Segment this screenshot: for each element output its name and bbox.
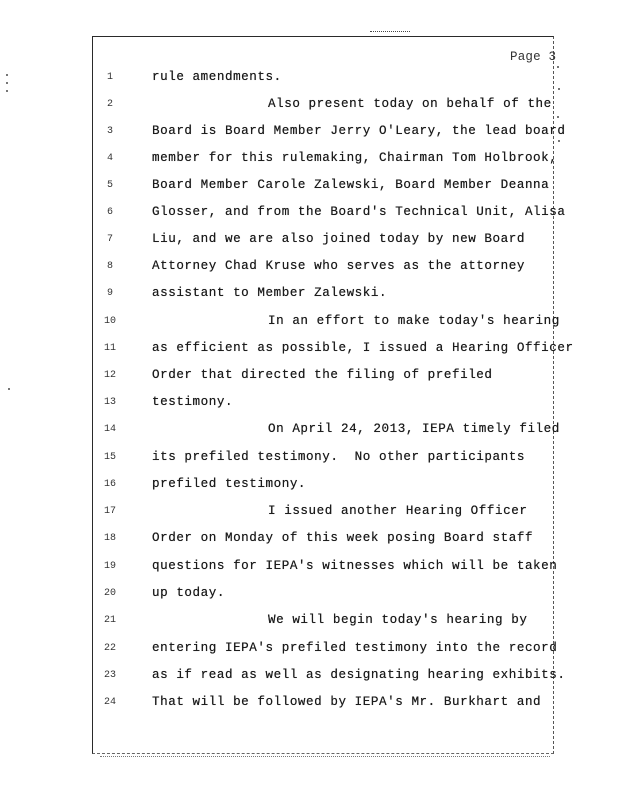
line-number: 11 [103, 343, 116, 354]
transcript-line: entering IEPA's prefiled testimony into the record [152, 641, 558, 655]
transcript-line: member for this rulemaking, Chairman Tom Holbrook, [152, 151, 558, 165]
line-number: 14 [103, 424, 116, 435]
transcript-line: Liu, and we are also joined today by new Board [152, 232, 525, 246]
transcript-line: Order on Monday of this week posing Board staff [152, 531, 534, 545]
transcript-line: Order that directed the filing of prefiled [152, 368, 493, 382]
transcript-line: as if read as well as designating hearing exhibits. [152, 668, 566, 682]
transcript-line: up today. [152, 586, 225, 600]
line-number: 24 [103, 697, 116, 708]
bottom-scan-marks [100, 756, 550, 761]
transcript-line: rule amendments. [152, 70, 282, 84]
transcript-line: Also present today on behalf of the [268, 97, 552, 111]
line-number: 20 [103, 588, 116, 599]
line-number: 17 [103, 506, 116, 517]
line-number: 15 [103, 452, 116, 463]
transcript-line: On April 24, 2013, IEPA timely filed [268, 422, 560, 436]
page-number-label: Page 3 [510, 50, 557, 64]
line-number: 16 [103, 479, 116, 490]
transcript-line: That will be followed by IEPA's Mr. Burkhart and [152, 695, 542, 709]
line-number: 6 [106, 207, 113, 218]
transcript-line: We will begin today's hearing by [268, 613, 528, 627]
line-number: 22 [103, 643, 116, 654]
transcript-line: Board Member Carole Zalewski, Board Member Deanna [152, 178, 550, 192]
line-number: 18 [103, 533, 116, 544]
line-number: 9 [106, 288, 113, 299]
transcript-line: Attorney Chad Kruse who serves as the attorney [152, 259, 525, 273]
line-number: 8 [106, 261, 113, 272]
transcript-line: I issued another Hearing Officer [268, 504, 528, 518]
transcript-line: testimony. [152, 395, 234, 409]
transcript-line: Glosser, and from the Board's Technical Unit, Alisa [152, 205, 566, 219]
transcript-line: as efficient as possible, I issued a Hearing Officer [152, 341, 574, 355]
line-number: 12 [103, 370, 116, 381]
line-number: 21 [103, 615, 116, 626]
top-scan-mark [370, 31, 410, 34]
transcript-line: its prefiled testimony. No other participants [152, 450, 525, 464]
line-number: 2 [106, 99, 113, 110]
transcript-line: In an effort to make today's hearing [268, 314, 560, 328]
line-number: 4 [106, 153, 113, 164]
transcript-line: assistant to Member Zalewski. [152, 286, 388, 300]
line-number: 10 [103, 316, 116, 327]
transcript-line: prefiled testimony. [152, 477, 307, 491]
line-number: 5 [106, 180, 113, 191]
line-number: 23 [103, 670, 116, 681]
line-number: 3 [106, 126, 113, 137]
left-margin-specks [4, 70, 16, 400]
right-margin-specks [556, 60, 562, 160]
transcript-line: questions for IEPA's witnesses which will be taken [152, 559, 558, 573]
line-number: 19 [103, 561, 116, 572]
transcript-line: Board is Board Member Jerry O'Leary, the lead board [152, 124, 566, 138]
line-number: 1 [106, 72, 113, 83]
line-number: 7 [106, 234, 113, 245]
line-number: 13 [103, 397, 116, 408]
